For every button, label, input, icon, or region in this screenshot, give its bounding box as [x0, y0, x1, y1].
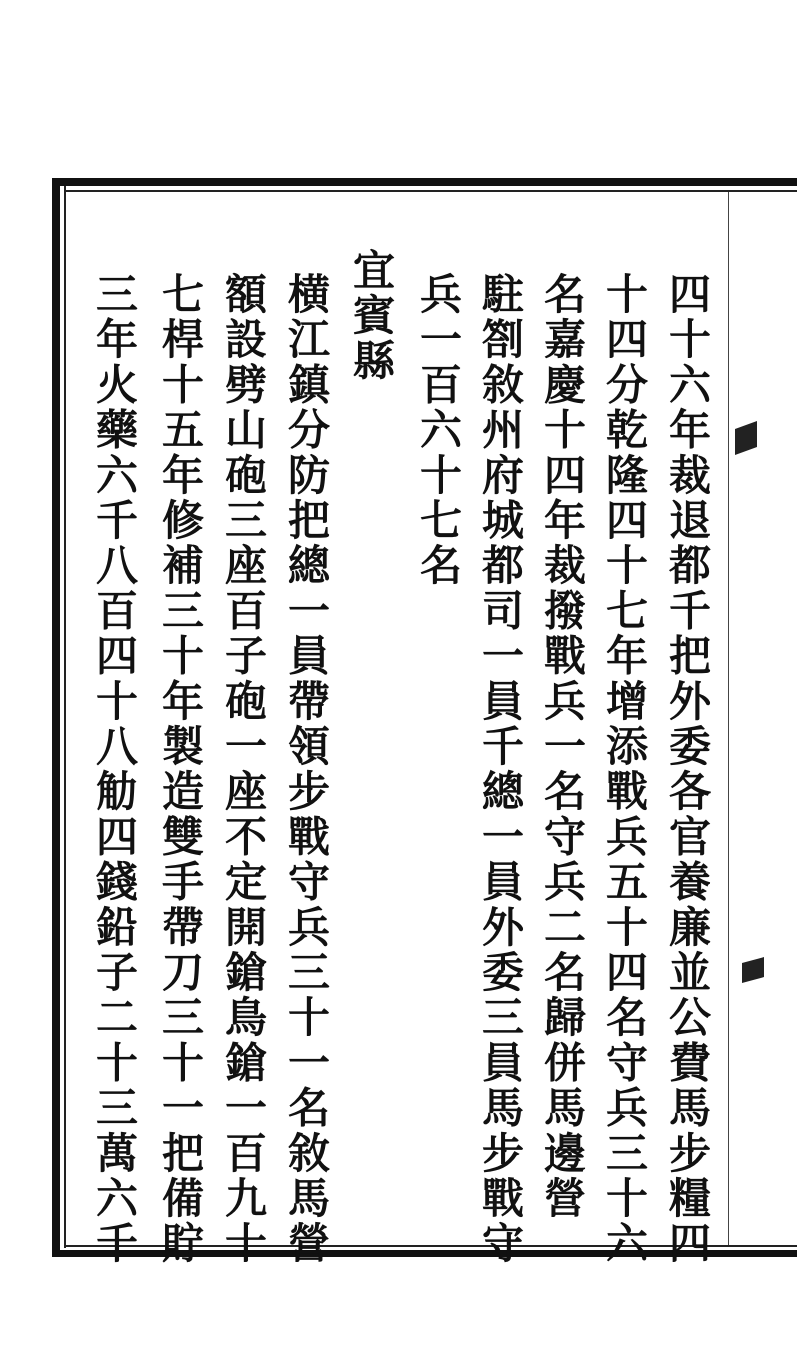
text-column: 七桿十五年修補三十年製造雙手帶刀三十一把備貯	[156, 272, 205, 1267]
text-column: 兵一百六十七名	[414, 272, 463, 589]
section-heading: 宜賓縣	[347, 248, 396, 384]
frame-top-inner-border	[66, 190, 797, 192]
text-column: 四十六年裁退都千把外委各官養廉並公費馬步糧四	[663, 272, 712, 1267]
text-column: 名嘉慶十四年裁撥戰兵一名守兵二名歸併馬邊營	[538, 272, 587, 1222]
ink-blot-mark	[742, 957, 764, 983]
page-fold-line	[728, 192, 729, 1245]
text-column: 額設劈山砲三座百子砲一座不定開鎗鳥鎗一百九十	[219, 272, 268, 1267]
frame-top-border	[58, 178, 797, 186]
text-column: 十四分乾隆四十七年增添戰兵五十四名守兵三十六	[600, 272, 649, 1267]
text-column: 横江鎮分防把總一員帶領步戰守兵三十一名敘馬營	[282, 272, 331, 1267]
text-column: 三年火藥六千八百四十八觔四錢鉛子二十三萬六千	[90, 272, 139, 1267]
text-column: 駐劄敘州府城都司一員千總一員外委三員馬步戰守	[476, 272, 525, 1267]
frame-left-inner-border	[64, 186, 66, 1248]
frame-left-border	[52, 178, 60, 1257]
ink-blot-mark	[735, 421, 757, 455]
